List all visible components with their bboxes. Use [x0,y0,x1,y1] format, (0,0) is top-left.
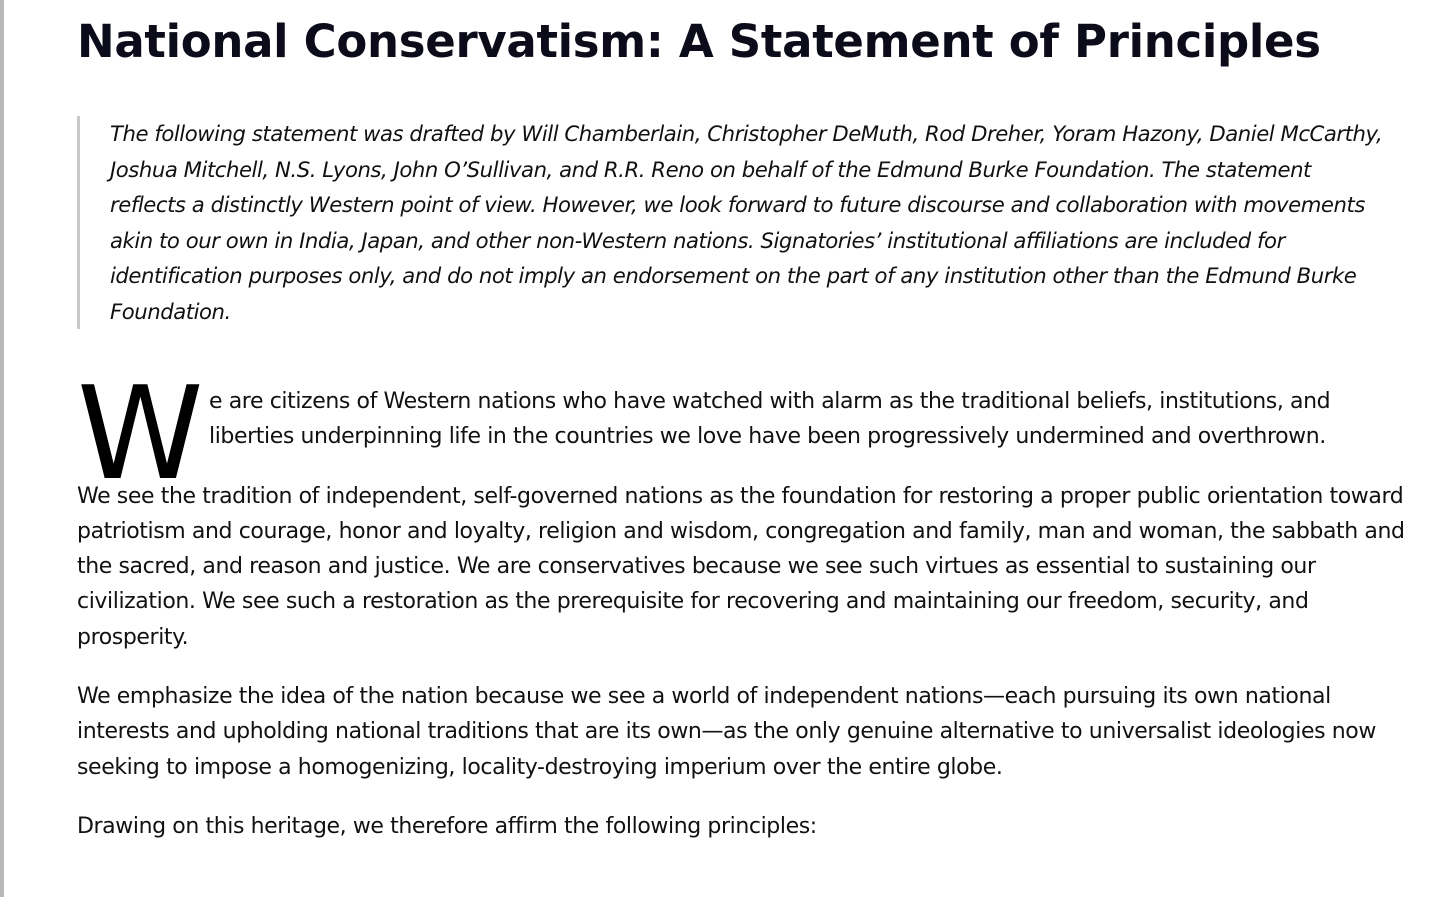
paragraph-4: Drawing on this heritage, we therefore affirm the following principles: [77,813,817,839]
article-body [77,360,1407,844]
page-title: National Conservatism: A Statement of Principles [77,15,1321,68]
paragraph-3: We emphasize the idea of the nation because we see a world of independent nations—each pursuing its own national interests and upholding national traditions that are its own—as the only genuine alternative to universalist ideologies now seeking to impose a homogenizing, locality-destroying imperium over the entire globe. [77,684,1376,780]
paragraph-1-text: e are citizens of Western nations who have watched with alarm as the traditional beliefs, institutions, and liberties underpinning life in the countries we love have been progressively undermined and overthrown. [209,389,1331,450]
paragraph-2: We see the tradition of independent, self-governed nations as the foundation for restoring a proper public orientation toward patriotism and courage, honor and loyalty, religion and wisdom, congregation and family, man and woman, the sabbath and the sacred, and reason and justice. We are conservatives because we see such virtues as essential to sustaining our civilization. We see such a restoration as the prerequisite for recovering and maintaining our freedom, security, and prosperity. [77,483,1405,650]
window-left-edge [0,0,4,897]
paragraph-1 [77,360,1407,509]
preface-blockquote: The following statement was drafted by Will Chamberlain, Christopher DeMuth, Rod Dreher, Yoram Hazony, Daniel McCarthy, Joshua Mitchell, N.S. Lyons, John O’Sullivan, and R.R. Reno on behalf of the Edmund Burke Foundation. The statement reflects a distinctly Western point of view. However, we look forward to future discourse and collaboration with movements akin to our own in India, Japan, and other non-Western nations. Signatories’ institutional affiliations are included for identification purposes only, and do not imply an endorsement on the part of any institution other than the Edmund Burke Foundation. [77,116,1390,329]
article [77,0,1407,844]
drop-cap: W [77,360,204,509]
